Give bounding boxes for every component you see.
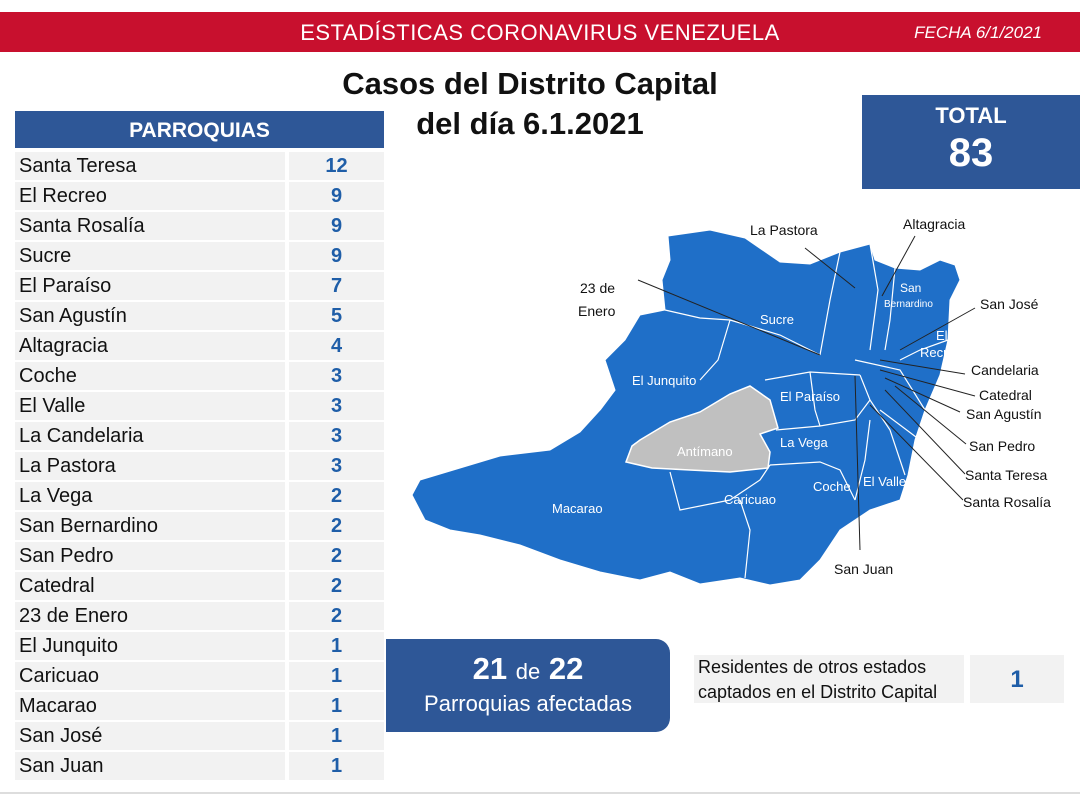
- map-label-el-valle: El Valle: [863, 474, 907, 489]
- parroquia-count: 2: [289, 542, 384, 570]
- map-label-coche: Coche: [813, 479, 851, 494]
- parroquia-count: 2: [289, 482, 384, 510]
- parroquia-count: 5: [289, 302, 384, 330]
- map-label-san-bernardino-1: San: [900, 281, 922, 295]
- header-date: FECHA 6/1/2021: [914, 23, 1042, 42]
- affected-total: 22: [548, 651, 584, 686]
- table-row: [15, 752, 384, 780]
- parroquia-count: 7: [289, 272, 384, 300]
- parroquia-name: San Pedro: [15, 542, 285, 570]
- parroquia-count: 9: [289, 182, 384, 210]
- parroquia-name: Santa Teresa: [15, 152, 285, 180]
- table-row: [15, 302, 384, 330]
- table-row: [15, 362, 384, 390]
- residents-line2: captados en el Distrito Capital: [698, 682, 938, 702]
- parroquia-name: El Valle: [15, 392, 285, 420]
- map-label-la-vega: La Vega: [780, 435, 828, 450]
- table-row: [15, 242, 384, 270]
- table-row: [15, 422, 384, 450]
- map-label-el-junquito: El Junquito: [632, 373, 697, 388]
- table-row: [15, 452, 384, 480]
- map-label-san-bernardino-2: Bernardino: [884, 299, 933, 310]
- map-label-santa-teresa: Santa Teresa: [965, 467, 1048, 483]
- parroquia-name: La Vega: [15, 482, 285, 510]
- parroquia-name: San Agustín: [15, 302, 285, 330]
- map-label-candelaria: Candelaria: [971, 362, 1039, 378]
- parroquia-name: San Juan: [15, 752, 285, 780]
- residents-line1: Residentes de otros estados: [698, 657, 927, 677]
- parroquia-name: San Bernardino: [15, 512, 285, 540]
- parroquia-name: 23 de Enero: [15, 602, 285, 630]
- parroquia-name: Catedral: [15, 572, 285, 600]
- parroquia-count: 2: [289, 602, 384, 630]
- affected-box: [386, 639, 670, 732]
- affected-de: de: [515, 659, 541, 684]
- district-map: [400, 200, 1080, 590]
- residents-value: 1: [970, 655, 1064, 703]
- parroquia-count: 2: [289, 512, 384, 540]
- parroquia-name: El Junquito: [15, 632, 285, 660]
- map-label-el-paraiso: El Paraíso: [780, 389, 840, 404]
- table-row: [15, 332, 384, 360]
- table-row: [15, 542, 384, 570]
- map-label-san-juan: San Juan: [834, 561, 894, 577]
- map-label-23-enero-2: Enero: [578, 303, 616, 319]
- parroquia-name: El Recreo: [15, 182, 285, 210]
- affected-count: 21: [472, 651, 508, 686]
- main-title: [330, 64, 730, 144]
- table-row: [15, 572, 384, 600]
- parroquia-name: Santa Rosalía: [15, 212, 285, 240]
- map-label-san-jose: San José: [980, 296, 1039, 312]
- parroquia-count: 1: [289, 692, 384, 720]
- table-row: [15, 152, 384, 180]
- parroquia-name: Macarao: [15, 692, 285, 720]
- top-strip: [0, 0, 1080, 12]
- map-district-shape: [412, 230, 960, 585]
- main-title-line2: del día 6.1.2021: [416, 106, 644, 141]
- map-label-san-pedro: San Pedro: [969, 438, 1036, 454]
- parroquia-count: 3: [289, 392, 384, 420]
- parroquia-name: Sucre: [15, 242, 285, 270]
- parroquia-count: 12: [289, 152, 384, 180]
- map-label-23-enero-1: 23 de: [580, 280, 616, 296]
- total-box: [862, 95, 1080, 189]
- parroquia-count: 1: [289, 722, 384, 750]
- map-label-altagracia: Altagracia: [903, 216, 966, 232]
- header-bar: [0, 12, 1080, 52]
- table-row: [15, 212, 384, 240]
- table-row: [15, 182, 384, 210]
- map-label-el-recreo-1: El: [936, 328, 948, 343]
- parroquia-name: San José: [15, 722, 285, 750]
- map-label-sucre: Sucre: [760, 312, 794, 327]
- parroquia-name: La Candelaria: [15, 422, 285, 450]
- table-row: [15, 512, 384, 540]
- parroquia-count: 3: [289, 452, 384, 480]
- map-label-san-agustin: San Agustín: [966, 406, 1042, 422]
- parroquia-count: 3: [289, 362, 384, 390]
- map-label-el-recreo-2: Recreo: [920, 345, 962, 360]
- header-title: ESTADÍSTICAS CORONAVIRUS VENEZUELA: [300, 20, 780, 45]
- affected-count-line: [386, 651, 670, 687]
- parroquia-count: 2: [289, 572, 384, 600]
- parroquias-table-header: PARROQUIAS: [15, 111, 384, 148]
- bottom-divider: [0, 792, 1080, 794]
- map-label-antimano: Antímano: [677, 444, 733, 459]
- table-row: [15, 722, 384, 750]
- table-row: [15, 482, 384, 510]
- table-row: [15, 272, 384, 300]
- parroquia-name: El Paraíso: [15, 272, 285, 300]
- parroquia-name: Coche: [15, 362, 285, 390]
- parroquia-name: Altagracia: [15, 332, 285, 360]
- map-label-macarao: Macarao: [552, 501, 603, 516]
- parroquia-name: Caricuao: [15, 662, 285, 690]
- map-label-catedral: Catedral: [979, 387, 1032, 403]
- table-row: [15, 392, 384, 420]
- map-label-santa-rosalia: Santa Rosalía: [963, 494, 1051, 510]
- parroquia-count: 9: [289, 242, 384, 270]
- parroquia-count: 1: [289, 752, 384, 780]
- residents-box: [694, 655, 964, 703]
- table-row: [15, 692, 384, 720]
- parroquia-count: 1: [289, 662, 384, 690]
- table-row: [15, 632, 384, 660]
- affected-label: Parroquias afectadas: [424, 691, 632, 716]
- map-label-la-pastora: La Pastora: [750, 222, 818, 238]
- map-label-caricuao: Caricuao: [724, 492, 777, 507]
- total-label: TOTAL: [935, 103, 1007, 128]
- parroquia-count: 1: [289, 632, 384, 660]
- parroquia-count: 4: [289, 332, 384, 360]
- main-title-line1: Casos del Distrito Capital: [342, 66, 718, 101]
- parroquia-name: La Pastora: [15, 452, 285, 480]
- parroquia-count: 9: [289, 212, 384, 240]
- parroquia-count: 3: [289, 422, 384, 450]
- total-value: 83: [948, 131, 994, 175]
- table-row: [15, 602, 384, 630]
- table-row: [15, 662, 384, 690]
